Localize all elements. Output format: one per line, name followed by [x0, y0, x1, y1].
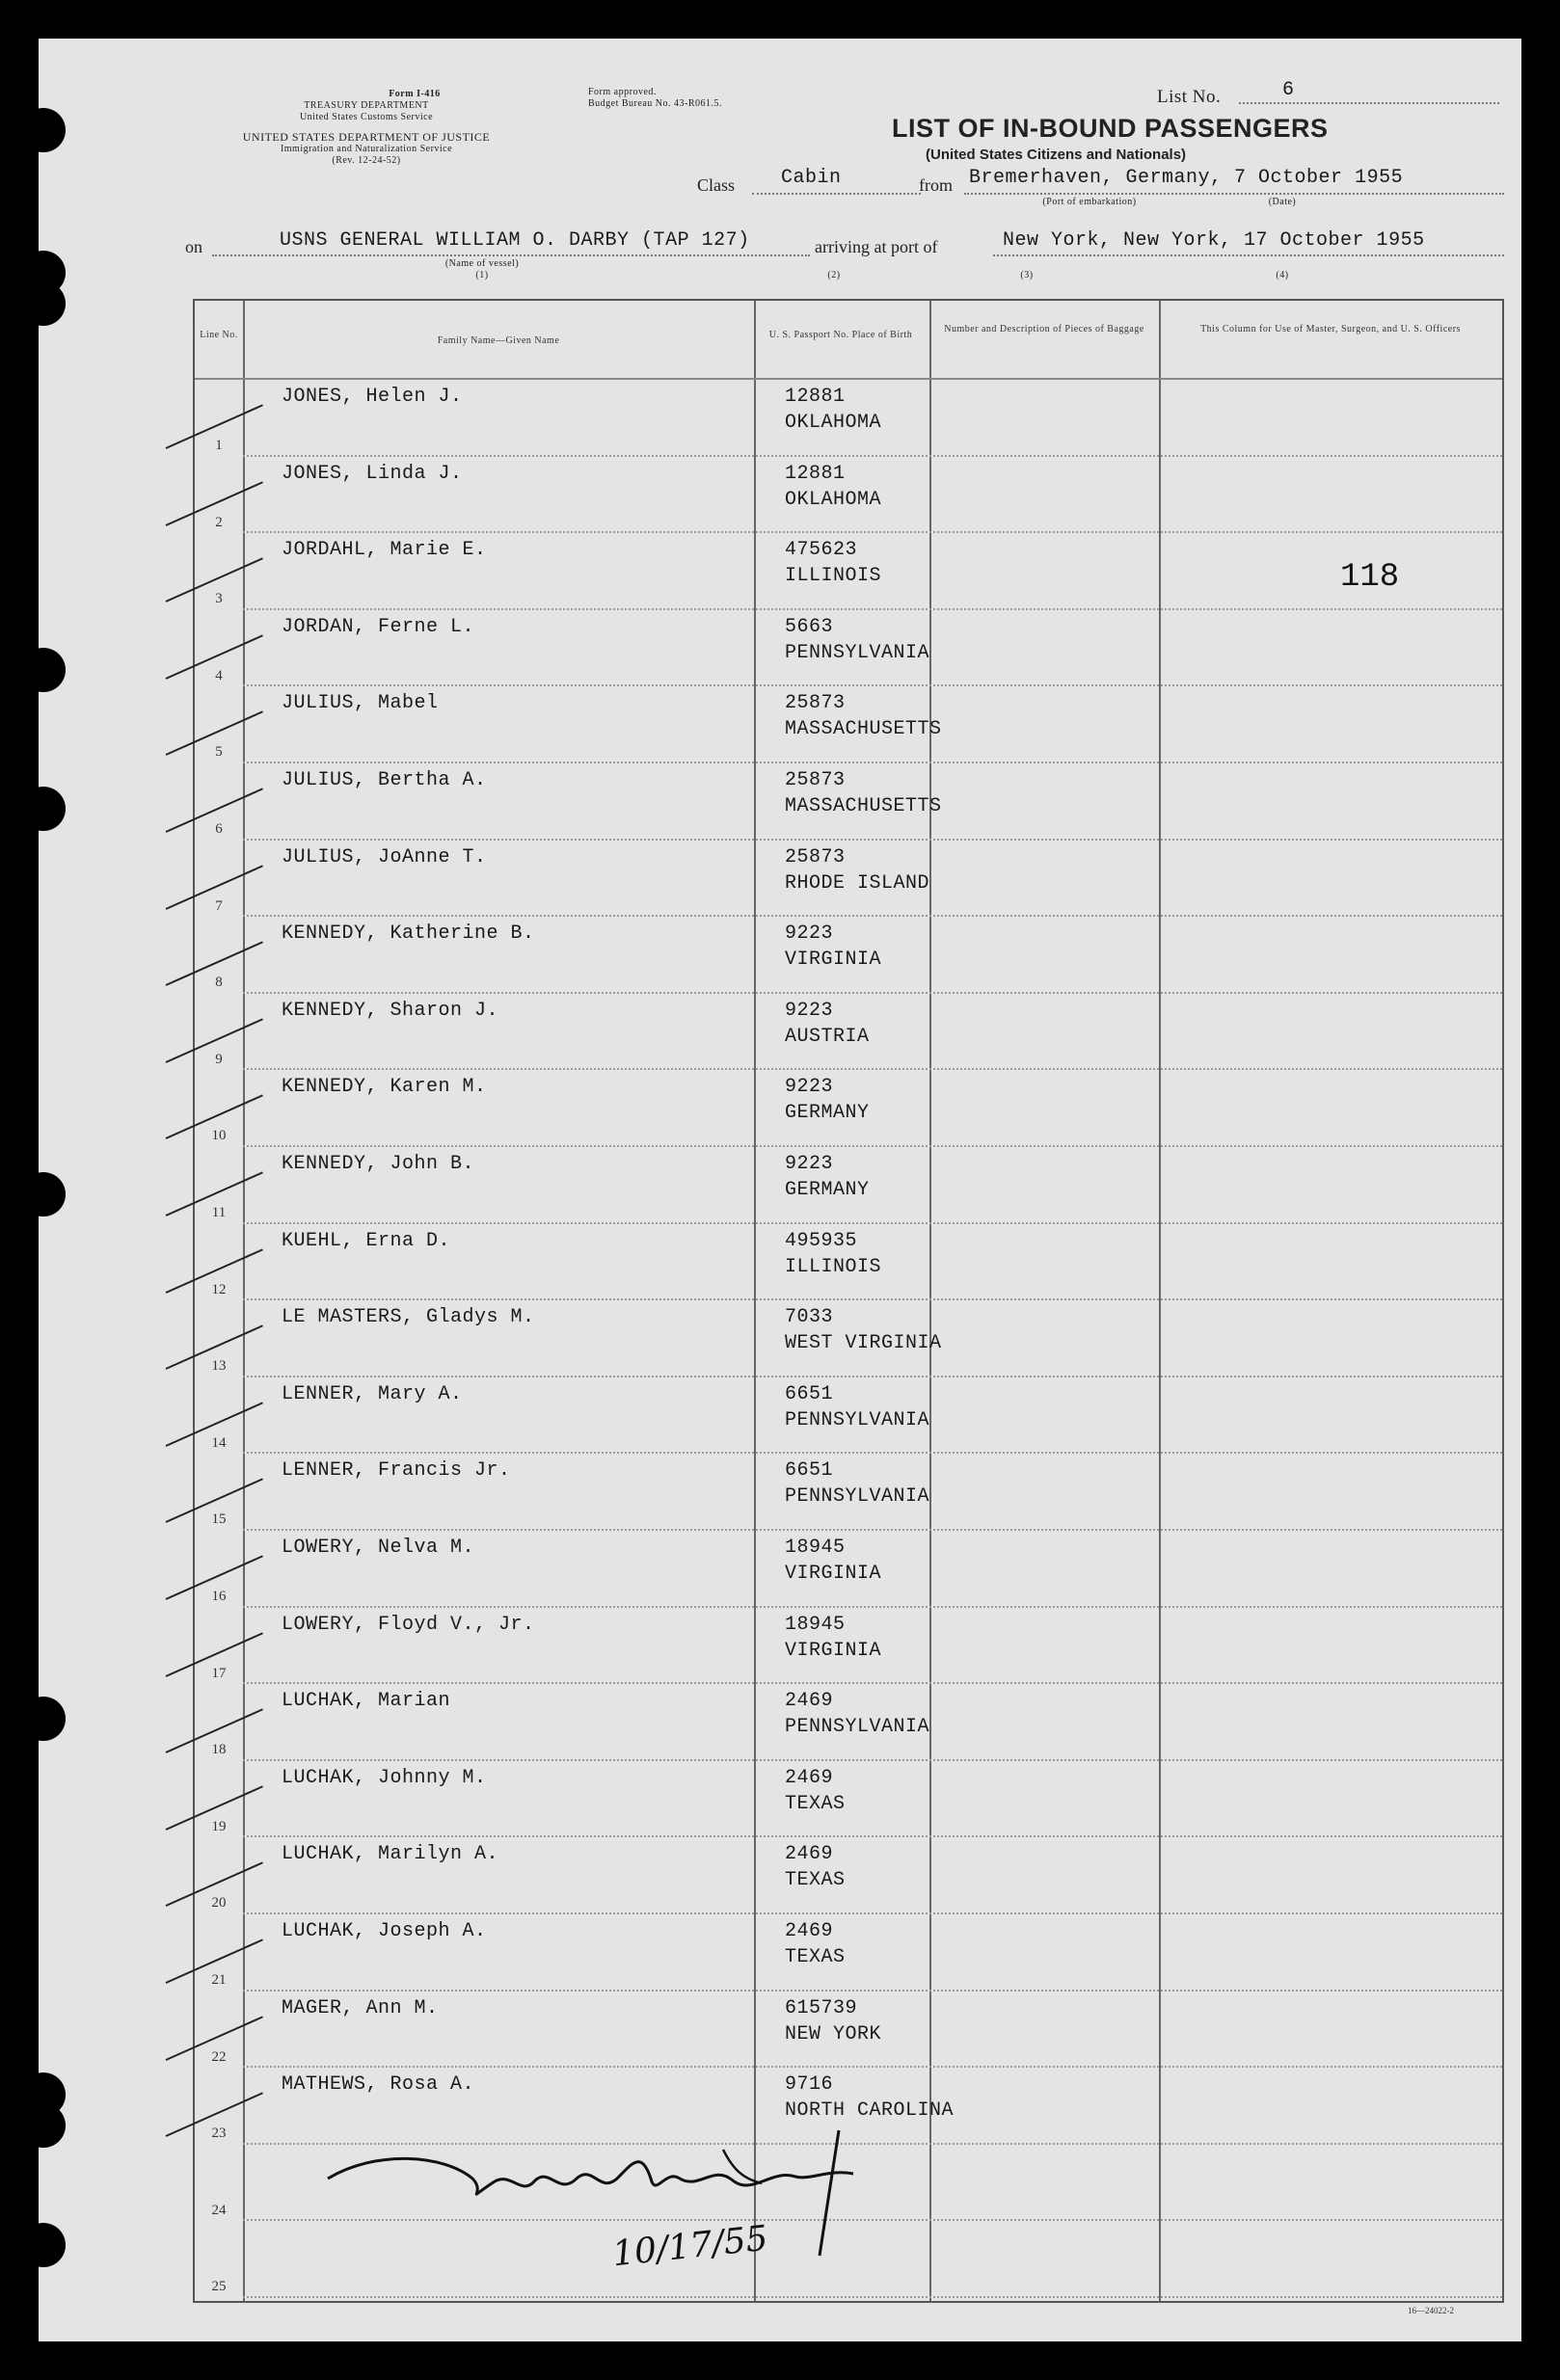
place-of-birth: GERMANY	[785, 1179, 870, 1201]
passport-cell	[785, 1841, 846, 1893]
line-number: 16	[211, 1589, 227, 1604]
place-of-birth: MASSACHUSETTS	[785, 718, 942, 741]
passport-cell	[785, 1765, 846, 1817]
row-divider	[243, 455, 1502, 457]
row-divider	[243, 1759, 1502, 1761]
passport-cell	[785, 921, 881, 973]
passenger-name: LOWERY, Floyd V., Jr.	[282, 1613, 535, 1636]
passport-number: 615739	[785, 1996, 858, 2019]
customs-service: United States Customs Service	[299, 112, 434, 122]
passenger-name: MATHEWS, Rosa A.	[282, 2073, 475, 2097]
line-number: 8	[215, 975, 223, 991]
passport-cell	[785, 690, 942, 742]
passport-number: 495935	[785, 1229, 858, 1252]
row-divider	[243, 1452, 1502, 1454]
place-of-birth: PENNSYLVANIA	[785, 1408, 930, 1431]
passport-cell	[785, 614, 929, 666]
form-number: Form I-416	[389, 89, 441, 99]
place-of-birth: PENNSYLVANIA	[785, 1716, 930, 1739]
passport-cell	[785, 537, 881, 589]
passenger-name: JORDAN, Ferne L.	[282, 615, 475, 638]
col-line-no: Line No.	[200, 330, 238, 340]
row-divider	[243, 1835, 1502, 1837]
place-of-birth: ILLINOIS	[785, 565, 882, 588]
form-title: LIST OF IN-BOUND PASSENGERS	[892, 114, 1329, 143]
col-passport: U. S. Passport No. Place of Birth	[768, 330, 913, 340]
passenger-table	[193, 299, 1504, 2303]
col4-caption: (4)	[1276, 270, 1289, 281]
date-caption: (Date)	[1268, 197, 1297, 207]
line-number: 25	[211, 2279, 227, 2295]
passport-number: 2469	[785, 1766, 834, 1789]
line-number: 14	[211, 1434, 227, 1451]
passport-cell	[785, 384, 881, 436]
punch-hole	[21, 1697, 66, 1741]
line-number: 19	[211, 1818, 227, 1834]
place-of-birth: RHODE ISLAND	[785, 871, 930, 895]
passport-cell	[785, 1995, 881, 2047]
place-of-birth: AUSTRIA	[785, 1025, 870, 1048]
vessel-caption: (Name of vessel)	[444, 258, 520, 269]
passenger-name: KENNEDY, Sharon J.	[282, 999, 499, 1022]
line-number: 4	[215, 667, 223, 683]
place-of-birth: PENNSYLVANIA	[785, 1485, 930, 1509]
punch-hole	[21, 2103, 66, 2148]
passport-cell	[785, 844, 929, 896]
passenger-name: LUCHAK, Marilyn A.	[282, 1843, 499, 1866]
class-label: Class	[697, 175, 736, 195]
col1-caption: (1)	[475, 270, 489, 281]
line-number: 1	[215, 438, 223, 453]
row-divider	[243, 992, 1502, 994]
row-divider	[243, 839, 1502, 841]
place-of-birth: VIRGINIA	[785, 949, 882, 972]
from-label: from	[919, 175, 953, 195]
row-divider	[243, 915, 1502, 917]
passenger-name: KENNEDY, Karen M.	[282, 1076, 487, 1099]
passenger-name: LOWERY, Nelva M.	[282, 1537, 475, 1559]
place-of-birth: MASSACHUSETTS	[785, 795, 942, 817]
passenger-name: LE MASTERS, Gladys M.	[282, 1306, 535, 1329]
line-number: 15	[211, 1511, 227, 1528]
line-number: 9	[215, 1051, 223, 1067]
arrival-port-value: New York, New York, 17 October 1955	[1003, 229, 1425, 252]
port-caption: (Port of embarkation)	[1042, 197, 1137, 207]
immigration-service: Immigration and Naturalization Service	[280, 144, 453, 154]
col-baggage: Number and Description of Pieces of Baggage	[944, 324, 1144, 334]
punch-hole	[21, 108, 66, 152]
passport-number: 2469	[785, 1920, 834, 1942]
signature-date: 10/17/55	[610, 2218, 770, 2275]
passport-number: 18945	[785, 1537, 846, 1559]
passport-cell	[785, 1918, 846, 1970]
line-number: 13	[211, 1358, 227, 1375]
officer-count: 118	[1340, 559, 1400, 596]
passport-number: 475623	[785, 539, 858, 562]
row-divider	[243, 1222, 1502, 1224]
passport-cell	[785, 767, 942, 819]
passport-number: 2469	[785, 1843, 834, 1866]
passport-number: 6651	[785, 1459, 834, 1483]
document-page	[39, 39, 1521, 2341]
passport-number: 9716	[785, 2073, 834, 2097]
line-number: 2	[215, 514, 223, 530]
passport-cell	[785, 1304, 942, 1356]
line-number: 5	[215, 744, 223, 761]
line-number: 3	[215, 591, 223, 607]
row-divider	[243, 1990, 1502, 1992]
row-divider	[243, 1529, 1502, 1531]
row-divider	[243, 762, 1502, 763]
line-number: 18	[211, 1742, 227, 1758]
embarkation-value: Bremerhaven, Germany, 7 October 1955	[969, 167, 1404, 189]
col-officers: This Column for Use of Master, Surgeon, and U. S. Officers	[1200, 324, 1461, 334]
line-number: 11	[211, 1205, 227, 1220]
line-number: 10	[211, 1128, 227, 1144]
passenger-name: JULIUS, Bertha A.	[282, 769, 487, 791]
place-of-birth: OKLAHOMA	[785, 488, 882, 511]
form-subtitle: (United States Citizens and Nationals)	[926, 147, 1187, 163]
passenger-name: JULIUS, JoAnne T.	[282, 845, 487, 869]
passport-number: 9223	[785, 923, 834, 946]
passport-number: 5663	[785, 615, 834, 638]
form-approved: Form approved.	[588, 87, 657, 97]
list-number: 6	[1282, 79, 1295, 101]
passport-number: 25873	[785, 845, 846, 869]
place-of-birth: ILLINOIS	[785, 1255, 882, 1278]
passport-number: 25873	[785, 692, 846, 715]
passport-cell	[785, 1074, 870, 1126]
passenger-name: JONES, Helen J.	[282, 386, 463, 408]
punch-hole	[21, 2223, 66, 2267]
passport-cell	[785, 998, 870, 1050]
place-of-birth: TEXAS	[785, 1869, 846, 1892]
passenger-name: JORDAHL, Marie E.	[282, 539, 487, 562]
passenger-name: JULIUS, Mabel	[282, 692, 439, 715]
passport-cell	[785, 1381, 929, 1433]
revision: (Rev. 12-24-52)	[332, 155, 401, 166]
passport-cell	[785, 1688, 929, 1740]
arriving-label: arriving at port of	[815, 237, 938, 256]
line-number: 21	[211, 1972, 227, 1988]
list-label: List No.	[1157, 87, 1222, 107]
print-code: 16—24022-2	[1408, 2306, 1454, 2315]
row-divider	[243, 1682, 1502, 1684]
place-of-birth: WEST VIRGINIA	[785, 1332, 942, 1355]
passenger-name: KENNEDY, Katherine B.	[282, 923, 535, 946]
row-divider	[243, 1606, 1502, 1608]
line-number: 17	[211, 1665, 227, 1681]
line-number: 7	[215, 897, 223, 914]
class-value: Cabin	[781, 167, 842, 189]
row-divider	[243, 608, 1502, 610]
passport-cell	[785, 1612, 881, 1664]
passport-cell	[785, 1151, 870, 1203]
place-of-birth: NEW YORK	[785, 2022, 882, 2046]
line-number: 24	[211, 2202, 227, 2218]
punch-hole	[21, 787, 66, 831]
passport-number: 9223	[785, 999, 834, 1022]
line-number: 6	[215, 821, 223, 837]
passenger-name: LUCHAK, Johnny M.	[282, 1766, 487, 1789]
line-number: 23	[211, 2126, 227, 2142]
line-number: 12	[211, 1281, 227, 1297]
punch-hole	[21, 281, 66, 326]
place-of-birth: TEXAS	[785, 1946, 846, 1968]
place-of-birth: TEXAS	[785, 1792, 846, 1815]
passport-number: 7033	[785, 1306, 834, 1329]
passport-number: 25873	[785, 769, 846, 791]
passport-cell	[785, 1535, 881, 1587]
row-divider	[243, 684, 1502, 686]
passport-cell	[785, 1457, 929, 1510]
col-name: Family Name—Given Name	[437, 335, 560, 346]
col3-caption: (3)	[1020, 270, 1034, 281]
row-divider	[243, 1145, 1502, 1147]
place-of-birth: GERMANY	[785, 1102, 870, 1125]
justice-dept: UNITED STATES DEPARTMENT OF JUSTICE	[242, 130, 491, 144]
passport-number: 2469	[785, 1690, 834, 1713]
row-divider	[243, 531, 1502, 533]
passenger-name: LENNER, Francis Jr.	[282, 1459, 511, 1483]
row-divider	[243, 2296, 1502, 2298]
passport-cell	[785, 1228, 881, 1280]
budget-bureau: Budget Bureau No. 43-R061.5.	[588, 98, 722, 109]
passenger-name: LUCHAK, Marian	[282, 1690, 451, 1713]
col2-caption: (2)	[827, 270, 841, 281]
row-divider	[243, 2066, 1502, 2068]
treasury-dept: TREASURY DEPARTMENT	[304, 100, 429, 111]
passport-number: 9223	[785, 1076, 834, 1099]
passport-number: 18945	[785, 1613, 846, 1636]
place-of-birth: PENNSYLVANIA	[785, 641, 930, 664]
on-label: on	[185, 237, 202, 256]
place-of-birth: VIRGINIA	[785, 1639, 882, 1662]
punch-hole	[21, 1172, 66, 1217]
passenger-name: LUCHAK, Joseph A.	[282, 1920, 487, 1942]
passenger-name: KENNEDY, John B.	[282, 1153, 475, 1175]
passenger-name: KUEHL, Erna D.	[282, 1229, 451, 1252]
passenger-name: JONES, Linda J.	[282, 462, 463, 485]
place-of-birth: VIRGINIA	[785, 1563, 882, 1585]
row-divider	[243, 1376, 1502, 1377]
row-divider	[243, 1068, 1502, 1070]
place-of-birth: OKLAHOMA	[785, 412, 882, 434]
passenger-name: MAGER, Ann M.	[282, 1996, 439, 2019]
vessel-name: USNS GENERAL WILLIAM O. DARBY (TAP 127)	[280, 229, 750, 252]
passport-number: 12881	[785, 386, 846, 408]
passport-number: 9223	[785, 1153, 834, 1175]
line-number: 22	[211, 2048, 227, 2065]
passport-number: 6651	[785, 1382, 834, 1405]
row-divider	[243, 1912, 1502, 1914]
punch-hole	[21, 648, 66, 692]
passenger-name: LENNER, Mary A.	[282, 1382, 463, 1405]
line-number: 20	[211, 1895, 227, 1912]
place-of-birth: NORTH CAROLINA	[785, 2099, 955, 2123]
passport-cell	[785, 461, 881, 513]
passport-number: 12881	[785, 462, 846, 485]
row-divider	[243, 1298, 1502, 1300]
